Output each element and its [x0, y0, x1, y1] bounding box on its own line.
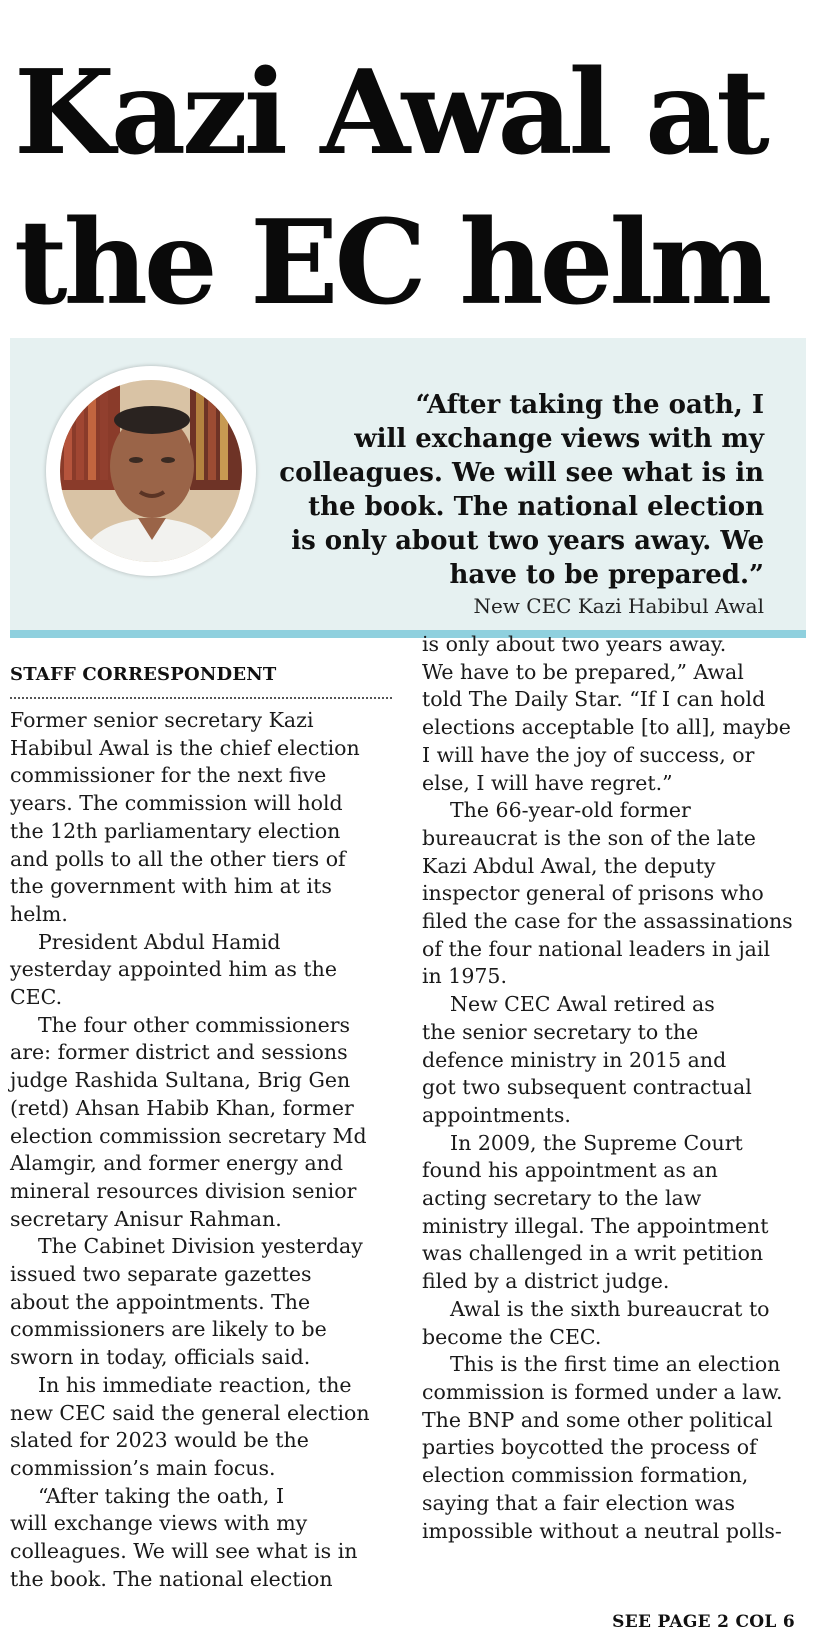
text-line: The Cabinet Division yesterday	[38, 1234, 363, 1259]
text-line: are: former district and sessions	[10, 1040, 348, 1065]
text-line: saying that a fair election was	[422, 1490, 736, 1515]
text-line: New CEC Awal retired as	[450, 992, 715, 1017]
quote-line: will exchange views with my	[354, 424, 764, 454]
text-line: the senior secretary to the	[422, 1019, 699, 1044]
text-line: told The Daily Star. “If I can hold	[422, 687, 766, 712]
text-line: become the CEC.	[422, 1324, 602, 1349]
portrait-photo	[60, 380, 242, 562]
article-column-2	[422, 631, 804, 1545]
continuation-jump-line: SEE PAGE 2 COL 6	[612, 1612, 795, 1632]
text-line: parties boycotted the process of	[422, 1435, 757, 1460]
text-line: This is the first time an election	[450, 1352, 781, 1377]
text-line: is only about two years away.	[422, 632, 727, 656]
text-line: In his immediate reaction, the	[38, 1372, 352, 1397]
pull-quote-box	[10, 338, 806, 638]
text-line: issued two separate gazettes	[10, 1262, 312, 1287]
text-line: election commission secretary Md	[10, 1123, 367, 1148]
text-line: judge Rashida Sultana, Brig Gen	[10, 1068, 351, 1093]
article-column-1	[10, 707, 392, 1594]
text-line: President Abdul Hamid	[38, 929, 281, 954]
quote-line: have to be prepared.”	[449, 560, 764, 590]
text-line: commissioner for the next five	[10, 763, 327, 788]
text-line: bureaucrat is the son of the late	[422, 825, 756, 850]
text-line: The four other commissioners	[38, 1012, 351, 1037]
text-line: slated for 2023 would be the	[10, 1428, 309, 1453]
text-line: inspector general of prisons who	[422, 881, 764, 906]
text-line: The BNP and some other political	[422, 1407, 773, 1432]
text-line: appointments.	[422, 1102, 571, 1127]
text-line: Alamgir, and former energy and	[10, 1151, 343, 1176]
pull-quote-text	[244, 388, 764, 592]
quote-line: is only about two years away. We	[291, 526, 764, 556]
text-line: election commission formation,	[422, 1463, 749, 1488]
headline	[14, 38, 804, 338]
text-line: sworn in today, officials said.	[10, 1345, 311, 1370]
text-line: The 66-year-old former	[450, 798, 691, 823]
text-line: about the appointments. The	[10, 1289, 311, 1314]
text-line: found his appointment as an	[422, 1158, 718, 1183]
text-line: the government with him at its	[10, 874, 332, 899]
headline-line-1: Kazi Awal at	[14, 45, 766, 181]
quote-attribution: New CEC Kazi Habibul Awal	[473, 594, 764, 618]
text-line: in 1975.	[422, 964, 507, 989]
text-line: helm.	[10, 901, 68, 926]
text-line: mineral resources division senior	[10, 1178, 357, 1203]
text-line: elections acceptable [to all], maybe	[422, 715, 791, 740]
text-line: Former senior secretary Kazi	[10, 708, 314, 732]
text-line: acting secretary to the law	[422, 1186, 702, 1211]
text-line: In 2009, the Supreme Court	[450, 1130, 743, 1155]
text-line: (retd) Ahsan Habib Khan, former	[10, 1095, 354, 1120]
text-line: We have to be prepared,” Awal	[422, 659, 744, 684]
text-line: Habibul Awal is the chief election	[10, 735, 360, 760]
text-line: the 12th parliamentary election	[10, 818, 341, 843]
text-line: commission is formed under a law.	[422, 1379, 783, 1404]
text-line: and polls to all the other tiers of	[10, 846, 346, 871]
quote-line: the book. The national election	[308, 492, 764, 522]
text-line: I will have the joy of success, or	[422, 742, 755, 767]
byline: STAFF CORRESPONDENT	[10, 664, 392, 699]
text-line: else, I will have regret.”	[422, 770, 673, 795]
text-line: ministry illegal. The appointment	[422, 1213, 769, 1238]
quote-line: colleagues. We will see what is in	[279, 458, 764, 488]
text-line: CEC.	[10, 985, 63, 1010]
text-line: commission’s main focus.	[10, 1455, 276, 1480]
text-line: Kazi Abdul Awal, the deputy	[422, 853, 716, 878]
text-line: got two subsequent contractual	[422, 1075, 752, 1100]
text-line: filed the case for the assassinations	[422, 909, 793, 934]
text-line: will exchange views with my	[10, 1511, 308, 1536]
portrait-frame	[46, 366, 256, 576]
portrait-illustration	[60, 380, 242, 562]
text-line: of the four national leaders in jail	[422, 936, 771, 961]
text-line: commissioners are likely to be	[10, 1317, 327, 1342]
text-line: colleagues. We will see what is in	[10, 1539, 358, 1564]
text-line: was challenged in a writ petition	[422, 1241, 764, 1266]
text-line: impossible without a neutral polls-	[422, 1518, 782, 1543]
text-line: yesterday appointed him as the	[10, 957, 337, 982]
text-line: new CEC said the general election	[10, 1400, 370, 1425]
text-line: filed by a district judge.	[422, 1269, 670, 1294]
text-line: “After taking the oath, I	[38, 1483, 285, 1508]
quote-line: “After taking the oath, I	[415, 390, 764, 420]
text-line: secretary Anisur Rahman.	[10, 1206, 282, 1231]
text-line: Awal is the sixth bureaucrat to	[450, 1296, 770, 1321]
text-line: defence ministry in 2015 and	[422, 1047, 727, 1072]
text-line: years. The commission will hold	[10, 791, 343, 816]
headline-line-2: the EC helm	[14, 195, 769, 331]
text-line: the book. The national election	[10, 1566, 333, 1591]
